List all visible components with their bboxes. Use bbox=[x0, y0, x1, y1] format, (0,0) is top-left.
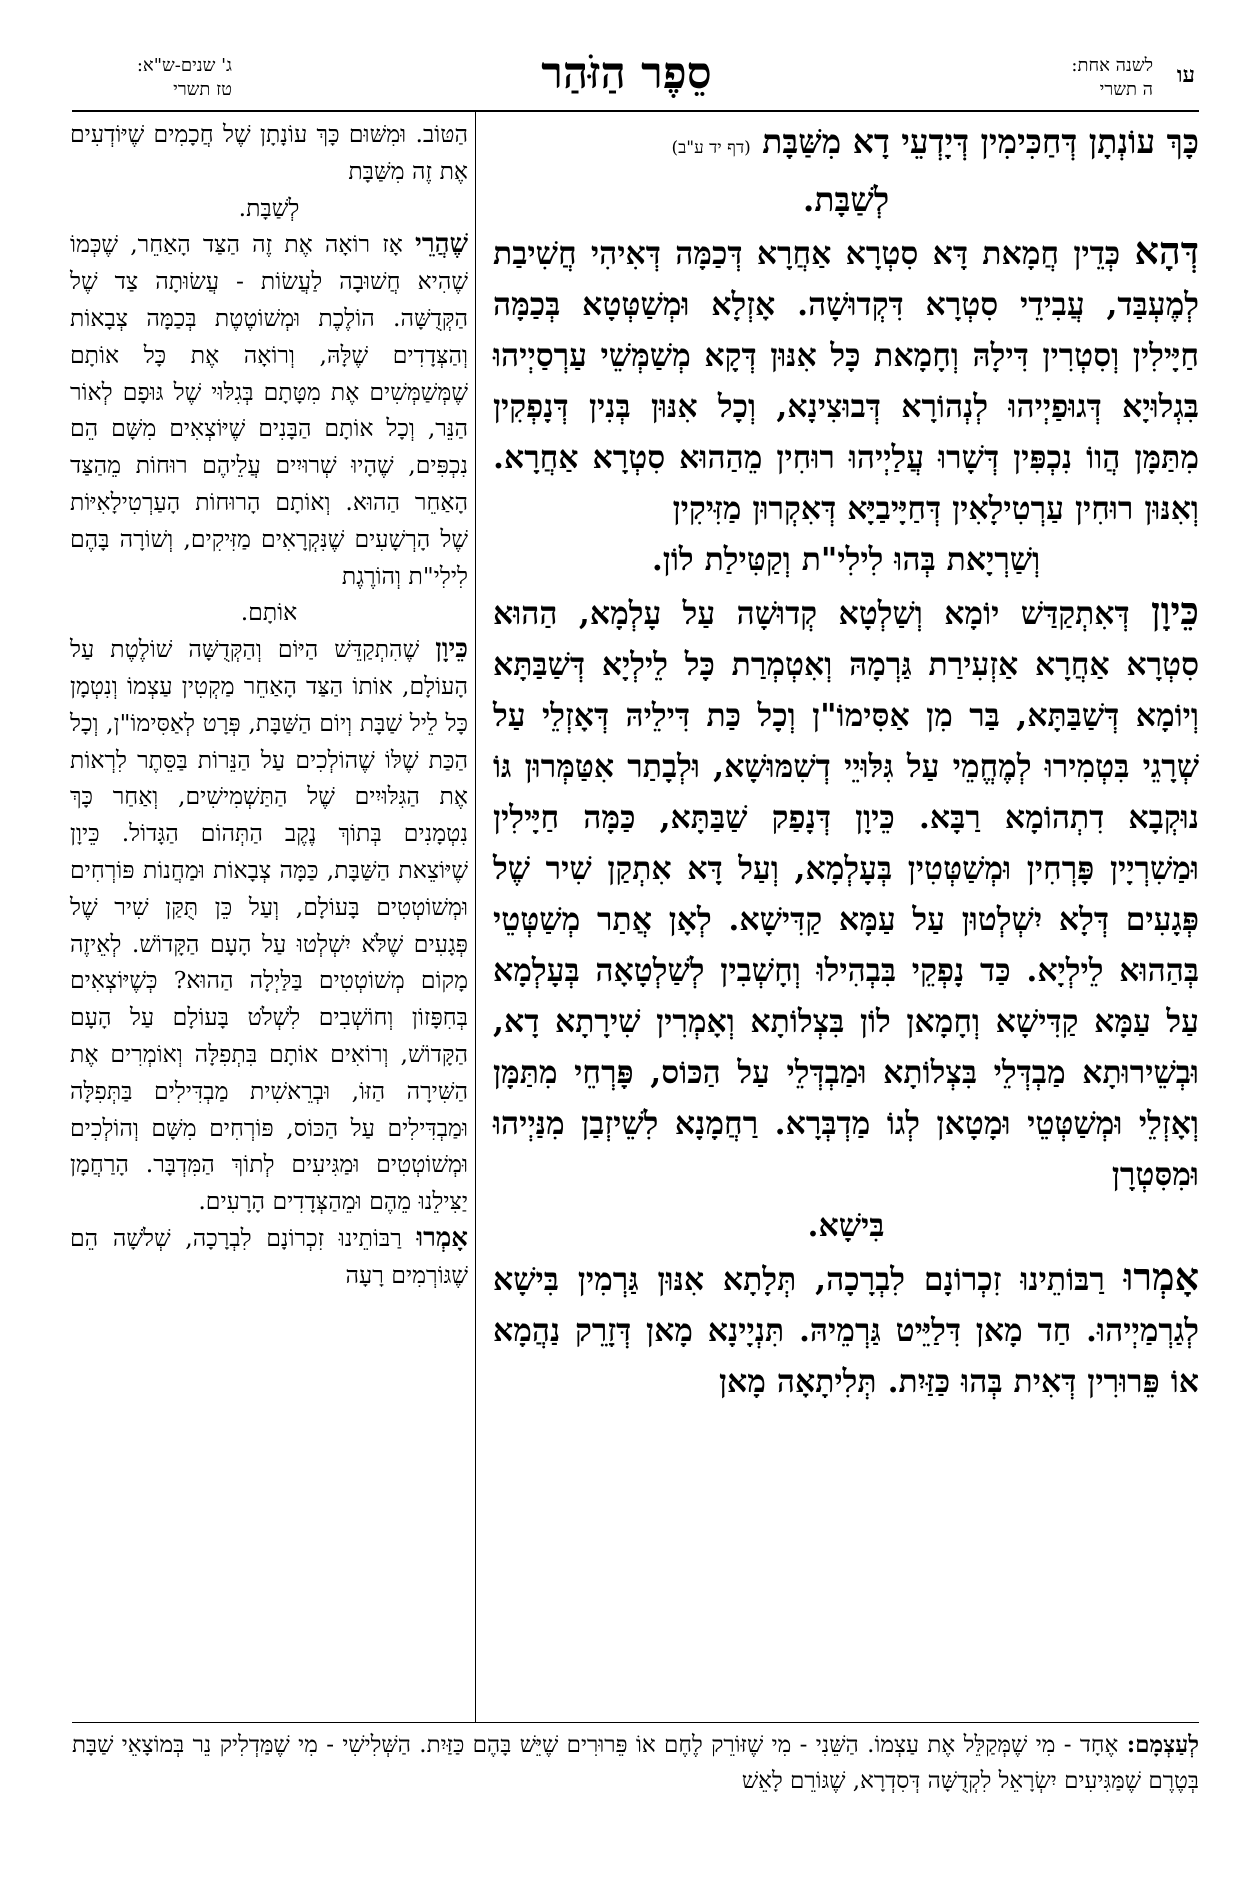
heading-text: כָּךְ עוֹנְתָן דְּחַכִּימִין דְּיָדְעֵי דָא מִשַּׁבָּת bbox=[762, 122, 1199, 161]
page-number: עו bbox=[1176, 62, 1195, 88]
main-paragraph-3 bbox=[493, 1251, 1199, 1407]
book-title: סֵפֶר הַזֹּהַר bbox=[541, 48, 712, 99]
column-divider bbox=[475, 112, 476, 1722]
paragraph-text: שֶׁהִתְקַדֵּשׁ הַיּוֹם וְהַקְּדֻשָּׁה שׁוֹלֶטֶת עַל הָעוֹלָם, אוֹתוֹ הַצַּד הָאַחֵר מַקְטִין עַצְמוֹ וְנִטְמָן כָּל לֵיל שַׁבָּת וְיוֹם הַשַּׁבָּת, פְּרָט לְאַסִּימוֹ"ן, וְכָל הַכַּת שֶׁלּוֹ שֶׁהוֹלְכִים עַל הַנֵּרוֹת בַּסֵּתֶר לִרְאוֹת אֶת הַגִּלּוּיִים שֶׁל הַתַּשְׁמִישִׁים, וְאַחַר כָּךְ נִטְמָנִים בְּתוֹךְ נֶקֶב הַתְּהוֹם הַגָּדוֹל. כֵּיוָן שֶׁיּוֹצֵאת הַשַּׁבָּת, כַּמָּה צְבָאוֹת וּמַחֲנוֹת פּוֹרְחִים וּמְשׁוֹטְטִים בָּעוֹלָם, וְעַל כֵּן תֻּקַּן שִׁיר שֶׁל פְּגָעִים שֶׁלֹּא יִשְׁלְטוּ עַל הָעָם הַקָּדוֹשׁ. לְאֵיזֶה מָקוֹם מְשׁוֹטְטִים בַּלַּיְלָה הַהוּא? כְּשֶׁיּוֹצְאִים בְּחִפָּזוֹן וְחוֹשְׁבִים לִשְׁלֹט בָּעוֹלָם עַל הָעָם הַקָּדוֹשׁ, וְרוֹאִים אוֹתָם בִּתְפִלָּה וְאוֹמְרִים אֶת הַשִּׁירָה הַזּוֹ, וּבְרֵאשִׁית מַבְדִּילִים בַּתְּפִלָּה וּמַבְדִּילִים עַל הַכּוֹס, פּוֹרְחִים מִשָּׁם וְהוֹלְכִים וּמְשׁוֹטְטִים וּמַגִּיעִים לְתוֹךְ הַמִּדְבָּר. הָרַחֲמָן יַצִּילֵנוּ מֵהֶם וּמֵהַצְּדָדִים הָרָעִים. bbox=[70, 635, 468, 1216]
header-left-line1: ג' שנים-ש"א: bbox=[136, 55, 232, 76]
paragraph-text: רַבּוֹתֵינוּ זִכְרוֹנָם לִבְרָכָה, שְׁלֹשָׁה הֵם שֶׁגּוֹרְמִים רָעָה bbox=[70, 1223, 468, 1289]
header-right-line2: ה תשרי bbox=[1099, 79, 1153, 100]
main-paragraph-2 bbox=[493, 585, 1199, 1200]
paragraph-lead-word: כֵּיוָן bbox=[435, 634, 468, 665]
header-left-line2: טז תשרי bbox=[173, 79, 232, 100]
hebrew-translation-column bbox=[70, 116, 468, 1294]
footer-text: אֶחָד - מִי שֶׁמְּקַלֵּל אֶת עַצְמוֹ. הַשֵּׁנִי - מִי שֶׁזּוֹרֵק לֶחֶם אוֹ פֵּרוּרִים שֶׁיֵּשׁ בָּהֶם כַּזַּיִת. הַשְּׁלִישִׁי - מִי שֶׁמַּדְלִיק נֵר בְּמוֹצָאֵי שַׁבָּת בְּטֶרֶם שֶׁמַּגִּיעִים יִשְׂרָאֵל לִקְדֻשָּׁה דְּסִדְרָא, שֶׁגּוֹרֵם לָאֵשׁ bbox=[72, 1732, 1199, 1794]
footer-continuation bbox=[72, 1722, 1199, 1799]
paragraph-lead-word: שֶׁהֲרֵי bbox=[415, 229, 468, 260]
paragraph-end-line: בִּישָׁא. bbox=[807, 1207, 885, 1244]
paragraph-end-line: אוֹתָם. bbox=[240, 598, 298, 627]
paragraph-lead-word: כֵּיוָן bbox=[1151, 588, 1199, 633]
side-paragraph-1 bbox=[70, 226, 468, 594]
side-paragraph-2 bbox=[70, 631, 468, 1220]
section-heading bbox=[493, 116, 1199, 174]
folio-reference: (דף יד ע"ב) bbox=[671, 138, 751, 158]
main-aramaic-column bbox=[493, 116, 1199, 1407]
heading-end: לְשַׁבָּת. bbox=[802, 180, 890, 219]
paragraph-text: רַבּוֹתֵינוּ זִכְרוֹנָם לִבְרָכָה, תְּלָתָא אִנּוּן גַּרְמִין בִּישָׁא לְגַרְמַיְיהוּ. חַד מָאן דִּלַיֵּיט גַּרְמֵיהּ. תִּנְיָינָא מָאן דְּזָרֵק נַהֲמָא אוֹ פֵּרוּרִין דְּאִית בְּהוּ כַּזַּיִת. תְּלִיתָאָה מָאן bbox=[493, 1261, 1199, 1400]
main-paragraph-1 bbox=[493, 225, 1199, 534]
header-right-line1: לשנה אחת: bbox=[1071, 55, 1153, 76]
paragraph-text: כְּדֵין חֲמָאת דָּא סִטְרָא אַחֲרָא דְּכַמָּה דְּאִיהִי חֲשִׁיבַת לְמֶעְבַּד, עֲבִידֵי סִטְרָא דִּקְדוּשָׁה. אָזְלָא וּמְשַׁטְּטָא בְּכַמָּה חַיָּילִין וְסִטְרִין דִּילָהּ וְחָמָאת כָּל אִנּוּן דְּקָא מְשַׁמְּשֵׁי עַרְסַיְיהוּ בִּגְלוּיָא דְּגוּפַיְיהוּ לְנְהוֹרָא דְּבוּצִינָא, וְכָל אִנּוּן בְּנִין דְּנָפְקִין מִתַּמָּן הֲווֹ נִכְפִּין דְּשָׁרוּ עֲלַיְיהוּ רוּחִין מֵהַהוּא סִטְרָא אַחֲרָא. וְאִנּוּן רוּחִין עַרְטִילָאִין דְּחַיָּיבַיָּא דְּאִקְרוּן מַזִּיקִין bbox=[493, 235, 1199, 527]
paragraph-end-line: וְשַׁרְיָאת בְּהוּ לִילִי"ת וְקַטִּילַת לוֹן. bbox=[651, 541, 1041, 578]
paragraph-text: אָז רוֹאָה אֶת זֶה הַצַּד הָאַחֵר, שֶׁכְּמוֹ שֶׁהִיא חֲשׁוּבָה לַעֲשׂוֹת - עֲשׂוּתָה צַד שֶׁל הַקְּדֻשָּׁה. הוֹלֶכֶת וּמְשׁוֹטֶטֶת בְּכַמָּה צְבָאוֹת וְהַצְּדָדִים שֶׁלָּהּ, וְרוֹאָה אֶת כָּל אוֹתָם שֶׁמְּשַׁמְּשִׁים אֶת מִטָּתָם בְּגִלּוּי שֶׁל גּוּפָם לְאוֹר הַנֵּר, וְכָל אוֹתָם הַבָּנִים שֶׁיּוֹצְאִים מִשָּׁם הֵם נִכְפִּים, שֶׁהָיוּ שְׁרוּיִים עֲלֵיהֶם רוּחוֹת מֵהַצַּד הָאַחֵר הַהוּא. וְאוֹתָם הָרוּחוֹת הָעַרְטִילָאִיּוֹת שֶׁל הָרְשָׁעִים שֶׁנִּקְרָאִים מַזִּיקִים, וְשׁוֹרָה בָּהֶם לִילִי"ת וְהוֹרֶגֶת bbox=[70, 230, 468, 590]
paragraph-end-line: לְשַׁבָּת. bbox=[238, 193, 300, 222]
header-left-reading-plan bbox=[72, 54, 232, 102]
paragraph-lead-word: דְּהָא bbox=[1134, 228, 1199, 273]
paragraph-lead-word: אָמְרוּ bbox=[416, 1222, 468, 1253]
header-rule bbox=[72, 110, 1199, 112]
footer-lead-word: לְעַצְמָם: bbox=[1126, 1731, 1199, 1758]
side-paragraph-0: הַטּוֹב. וּמִשּׁוּם כָּךְ עוֹנָתָן שֶׁל חֲכָמִים שֶׁיּוֹדְעִים אֶת זֶה מִשַּׁבָּת bbox=[70, 120, 468, 185]
side-paragraph-3 bbox=[70, 1220, 468, 1294]
paragraph-lead-word: אָמְרוּ bbox=[1123, 1254, 1199, 1299]
paragraph-text: דְּאִתְקַדַּשׁ יוֹמָא וְשַׁלְטָא קְדוּשָׁה עַל עָלְמָא, הַהוּא סִטְרָא אַחֲרָא אַזְעִירַת גַּרְמָהּ וְאִטְמְרַת כָּל לֵילְיָא דְּשַׁבַּתָּא וְיוֹמָא דְּשַׁבַּתָּא, בַּר מִן אַסִּימוֹ"ן וְכָל כַּת דִּילֵיהּ דְּאָזְלֵי עַל שְׁרָגֵי בִּטְמִירוּ לְמֶחֱמֵי עַל גִּלּוּיֵי דְשִׁמּוּשָׁא, וּלְבָתַר אִטַּמְּרוּן גּוֹ נוּקְבָא דִתְהוֹמָא רַבָּא. כֵּיוָן דְּנָפַק שַׁבַּתָּא, כַּמָּה חַיָּילִין וּמַשִׁרְיָין פָּרְחִין וּמְשַׁטְּטִין בְּעָלְמָא, וְעַל דָּא אִתְקַן שִׁיר שֶׁל פְּגָעִים דְּלָא יִשְׁלְטוּן עַל עַמָּא קַדִּישָׁא. לְאָן אֲתַר מְשַׁטְּטֵי בְּהַהוּא לֵילְיָא. כַּד נָפְקֵי בִּבְהִילוּ וְחָשְׁבִין לְשַׁלְטָאָה בְּעָלְמָא עַל עַמָּא קַדִּישָׁא וְחָמָאן לוֹן בִּצְלוֹתָא וְאָמְרִין שִׁירָתָא דָא, וּבְשֵׁירוּתָא מַבְדְּלֵי בִּצְלוֹתָא וּמַבְדְּלֵי עַל הַכּוֹס, פָּרְחֵי מִתַּמָּן וְאָזְלֵי וּמְשַׁטְּטֵי וּמָטָאן לְגוֹ מַדְבְּרָא. רַחֲמָנָא לִשֵׁיזְבַן מִנַּיְיהוּ וּמִסִּטְרָן bbox=[493, 595, 1199, 1193]
